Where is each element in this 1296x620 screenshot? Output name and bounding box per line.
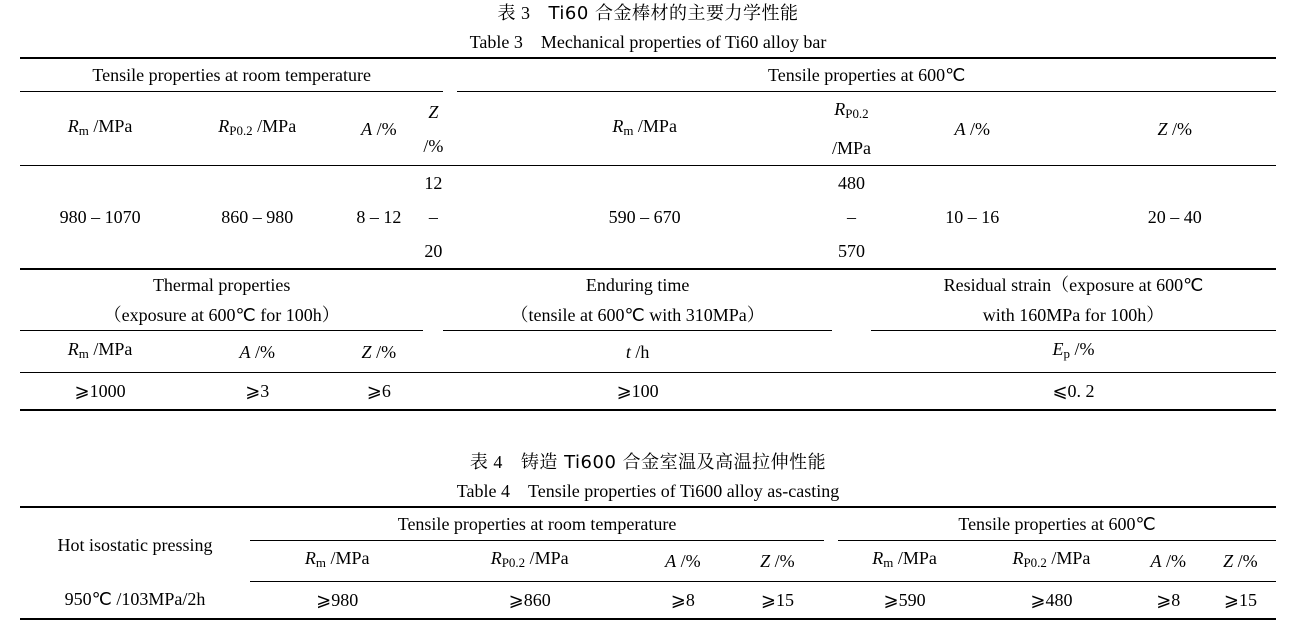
table3-value-1: 860 – 980 <box>180 166 334 270</box>
table3-caption-cn <box>0 0 1296 29</box>
table4-value-6: ⩾8 <box>1132 581 1205 619</box>
table3-caption-cn-prefix: 表 3 <box>497 3 531 23</box>
table3-column-header-row <box>20 92 1276 166</box>
table4-value-1: ⩾860 <box>424 581 634 619</box>
table3b-value-3: ⩾100 <box>443 373 832 411</box>
table4-value-4: ⩾590 <box>838 581 971 619</box>
table3b-col-z: Z /% <box>334 331 423 373</box>
table3-col-rp02-600: $R_{P0.2}$ /MPa <box>832 92 871 166</box>
table3b-col-t: t /h <box>443 331 832 373</box>
table3-group2-spacer-2 <box>832 269 871 331</box>
table4-value-7: ⩾15 <box>1205 581 1276 619</box>
table3-column-header-row-2 <box>20 331 1276 373</box>
table4-col-z-rt: Z /% <box>731 541 824 581</box>
table3b-spacer-1 <box>423 331 443 373</box>
table3-col-z-rt: Z /% <box>423 92 443 166</box>
table3-caption-en-text: Mechanical properties of Ti60 alloy bar <box>540 31 827 52</box>
table3b-value-1: ⩾3 <box>180 373 334 411</box>
table3-caption-cn-text: Ti60 合金棒材的主要力学性能 <box>548 3 799 24</box>
table3b-col-rm: $R_m$ /MPa <box>20 331 180 373</box>
table3-group-residual-line2: with 160MPa for 100h） <box>982 305 1165 326</box>
table3-col-z-600: Z /% <box>1073 92 1276 166</box>
table3-col-rp02-rt: $R_{P0.2}$ /MPa <box>180 92 334 166</box>
table3-group-enduring <box>443 269 832 331</box>
table4-col-z-600: Z /% <box>1205 541 1276 581</box>
table3b-value-2: ⩾6 <box>334 373 423 411</box>
table4-caption-en-text: Tensile properties of Ti600 alloy as-casting <box>528 480 840 501</box>
table3-value-4: 590 – 670 <box>457 166 832 270</box>
table3-col-rm-rt: $R_m$ /MPa <box>20 92 180 166</box>
table4-row-label: 950℃ /103MPa/2h <box>20 581 250 619</box>
table4-value-2: ⩾8 <box>635 581 731 619</box>
table3b-value-0: ⩾1000 <box>20 373 180 411</box>
table4-caption-cn-prefix: 表 4 <box>469 452 503 473</box>
table3-group2-header-row <box>20 269 1276 331</box>
table4-caption-en-prefix: Table 4 <box>456 480 510 501</box>
table3-value-0: 980 – 1070 <box>20 166 180 270</box>
table3-col-spacer <box>443 92 457 166</box>
table3-group2-spacer-1 <box>423 269 443 331</box>
table4-col-rp02-rt: $R_{P0.2}$ /MPa <box>424 541 634 581</box>
table3-col-rm-600: $R_m$ /MPa <box>457 92 832 166</box>
table3-value-6: 10 – 16 <box>871 166 1073 270</box>
table3-group-thermal <box>20 269 423 331</box>
table3b-value-spacer-1 <box>423 373 443 411</box>
table4-value-row <box>20 581 1276 619</box>
table4-value-3: ⩾15 <box>731 581 824 619</box>
table3b-col-a: A /% <box>180 331 334 373</box>
table3-group-room-temp: Tensile properties at room temperature <box>20 58 443 92</box>
table3b-value-spacer-2 <box>832 373 871 411</box>
table4-col-rm-600: $R_m$ /MPa <box>838 541 971 581</box>
table3 <box>20 57 1276 411</box>
table4-value-5: ⩾480 <box>971 581 1132 619</box>
table3-group-thermal-line2: （exposure at 600℃ for 100h） <box>103 305 340 326</box>
table4-col-a-rt: A /% <box>635 541 731 581</box>
table3-group-spacer <box>443 58 457 92</box>
table3-value-3: 12 – 20 <box>423 166 443 270</box>
table4-col-rm-rt: $R_m$ /MPa <box>250 541 424 581</box>
table3b-value-4: ⩽0. 2 <box>871 373 1276 411</box>
table4-col-a-600: A /% <box>1132 541 1205 581</box>
table4-caption-cn <box>0 449 1296 478</box>
table3b-col-ep: $E_p$ /% <box>871 331 1276 373</box>
table4-group-600c: Tensile properties at 600℃ <box>838 507 1276 541</box>
section-gap <box>0 411 1296 449</box>
table4-value-0: ⩾980 <box>250 581 424 619</box>
table4-col-rp02-600: $R_{P0.2}$ /MPa <box>971 541 1132 581</box>
table4-row-header-label: Hot isostatic pressing <box>20 507 250 581</box>
table3-value-7: 20 – 40 <box>1073 166 1276 270</box>
table4-group-room-temp: Tensile properties at room temperature <box>250 507 824 541</box>
table3-value-2: 8 – 12 <box>334 166 423 270</box>
table3-value-row <box>20 166 1276 270</box>
table3-group-header-row <box>20 58 1276 92</box>
table4-group-header-row <box>20 507 1276 541</box>
table4-group-spacer <box>824 507 838 541</box>
table3-group-thermal-line1: Thermal properties <box>152 275 291 296</box>
table3-caption-en-prefix: Table 3 <box>469 31 523 52</box>
table4-caption-en <box>0 478 1296 507</box>
table4-col-spacer <box>824 541 838 581</box>
table3-col-a-rt: A /% <box>334 92 423 166</box>
table3-value-row-2 <box>20 373 1276 411</box>
table3-group-600c: Tensile properties at 600℃ <box>457 58 1276 92</box>
table3-col-a-600: A /% <box>871 92 1073 166</box>
table3-group-enduring-line1: Enduring time <box>585 275 690 296</box>
table3-value-spacer <box>443 166 457 270</box>
table3-group-enduring-line2: （tensile at 600℃ with 310MPa） <box>510 305 765 326</box>
table3-group-residual <box>871 269 1276 331</box>
table4-caption-cn-text: 铸造 Ti600 合金室温及高温拉伸性能 <box>520 452 827 474</box>
table3-caption-en <box>0 29 1296 58</box>
table4 <box>20 506 1276 619</box>
table3-group-residual-line1: Residual strain（exposure at 600℃ <box>943 275 1204 296</box>
table3b-spacer-2 <box>832 331 871 373</box>
table4-value-spacer <box>824 581 838 619</box>
table3-value-5: 480 – 570 <box>832 166 871 270</box>
